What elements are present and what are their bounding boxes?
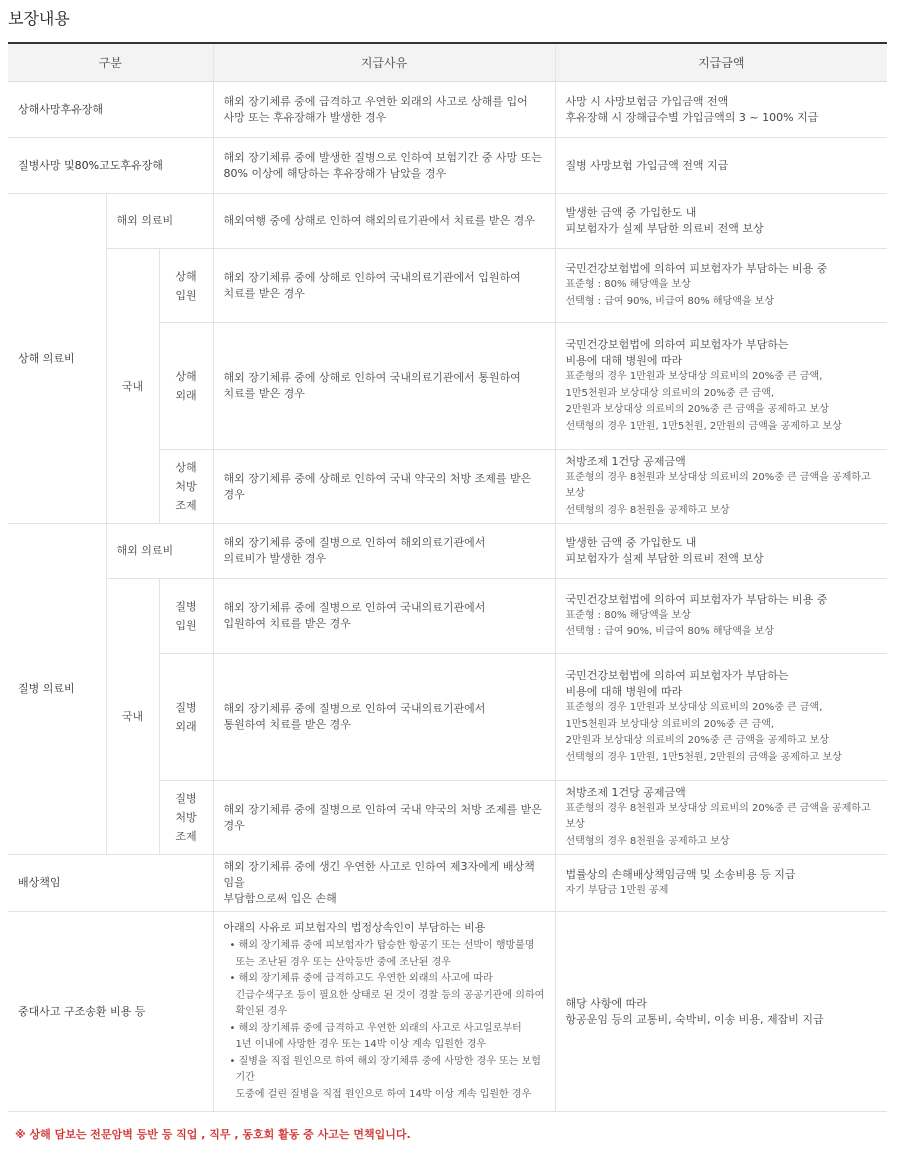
header-amount: 지급금액 xyxy=(555,43,887,82)
amount-cell: 처방조제 1건당 공제금액 표준형의 경우 8천원과 보상대상 의료비의 20%중 큰 금액을 공제하고 보상 선택형의 경우 8천원을 공제하고 보상 xyxy=(555,450,887,524)
item-label-injury-prescription: 상해 처방 조제 xyxy=(159,450,213,524)
reason-cell: 해외여행 중에 상해로 인하여 해외의료기관에서 치료를 받은 경우 xyxy=(213,194,555,249)
amount-cell: 사망 시 사망보험금 가입금액 전액 후유장해 시 장해급수별 가입금액의 3 ~ 100% 지급 xyxy=(555,82,887,138)
amount-cell: 국민건강보험법에 의하여 피보험자가 부담하는 비용 중 표준형 : 80% 해당액을 보상 선택형 : 급여 90%, 비급여 80% 해당액을 보상 xyxy=(555,249,887,323)
row-label-rescue: 중대사고 구조송환 비용 등 xyxy=(8,912,213,1112)
sub-label-overseas: 해외 의료비 xyxy=(106,194,213,249)
item-label-disease-prescription: 질병 처방 조제 xyxy=(159,781,213,855)
reason-cell: 해외 장기체류 중에 질병으로 인하여 국내 약국의 처방 조제를 받은 경우 xyxy=(213,781,555,855)
amount-cell: 국민건강보험법에 의하여 피보험자가 부담하는 비용에 대해 병원에 따라 표준형의 경우 1만원과 보상대상 의료비의 20%중 큰 금액, 1만5천원과 보상대상 의료비의 20%중 큰 금액, 2만원과 보상대상 의료비의 20%중 큰 금액을 공제하고 보상 선택형의 경우 1만원, 1만5천원, 2만원의 금액을 공제하고 보상 xyxy=(555,654,887,781)
item-label-injury-inpatient: 상해 입원 xyxy=(159,249,213,323)
reason-cell: 해외 장기체류 중에 발생한 질병으로 인하여 보험기간 중 사망 또는 80% 이상에 해당하는 후유장해가 남았을 경우 xyxy=(213,138,555,194)
amount-cell: 처방조제 1건당 공제금액 표준형의 경우 8천원과 보상대상 의료비의 20%중 큰 금액을 공제하고 보상 선택형의 경우 8천원을 공제하고 보상 xyxy=(555,781,887,855)
item-label-injury-outpatient: 상해 외래 xyxy=(159,323,213,450)
table-row xyxy=(8,194,887,249)
header-category: 구분 xyxy=(8,43,213,82)
reason-cell: 해외 장기체류 중에 상해로 인하여 국내의료기관에서 통원하여 치료를 받은 경우 xyxy=(213,323,555,450)
table-row xyxy=(8,579,887,654)
amount-cell: 국민건강보험법에 의하여 피보험자가 부담하는 비용 중 표준형 : 80% 해당액을 보상 선택형 : 급여 90%, 비급여 80% 해당액을 보상 xyxy=(555,579,887,654)
table-row xyxy=(8,912,887,1112)
reason-cell: 해외 장기체류 중에 질병으로 인하여 국내의료기관에서 통원하여 치료를 받은 경우 xyxy=(213,654,555,781)
table-row xyxy=(8,524,887,579)
table-row xyxy=(8,249,887,323)
amount-cell: 질병 사망보험 가입금액 전액 지급 xyxy=(555,138,887,194)
row-label-disease-death: 질병사망 및80%고도후유장해 xyxy=(8,138,213,194)
reason-cell: 해외 장기체류 중에 급격하고 우연한 외래의 사고로 상해를 입어 사망 또는 후유장해가 발생한 경우 xyxy=(213,82,555,138)
row-label-disease-medical: 질병 의료비 xyxy=(8,524,106,855)
item-label-disease-inpatient: 질병 입원 xyxy=(159,579,213,654)
sub-label-overseas: 해외 의료비 xyxy=(106,524,213,579)
row-label-injury-death: 상해사망후유장해 xyxy=(8,82,213,138)
sub-label-domestic: 국내 xyxy=(106,579,159,855)
reason-cell: 해외 장기체류 중에 질병으로 인하여 국내의료기관에서 입원하여 치료를 받은 경우 xyxy=(213,579,555,654)
table-row xyxy=(8,138,887,194)
reason-cell: 해외 장기체류 중에 상해로 인하여 국내의료기관에서 입원하여 치료를 받은 경우 xyxy=(213,249,555,323)
amount-cell: 발생한 금액 중 가입한도 내 피보험자가 실제 부담한 의료비 전액 보상 xyxy=(555,194,887,249)
sub-label-domestic: 국내 xyxy=(106,249,159,524)
table-header-row xyxy=(8,43,887,82)
amount-cell: 발생한 금액 중 가입한도 내 피보험자가 실제 부담한 의료비 전액 보상 xyxy=(555,524,887,579)
header-reason: 지급사유 xyxy=(213,43,555,82)
row-label-liability: 배상책임 xyxy=(8,855,213,912)
footnote: ※ 상해 담보는 전문암벽 등반 등 직업 , 직무 , 동호회 활동 중 사고는 면책입니다. xyxy=(15,1128,411,1141)
amount-cell: 법률상의 손해배상책임금액 및 소송비용 등 지급 자기 부담금 1만원 공제 xyxy=(555,855,887,912)
reason-cell: 해외 장기체류 중에 생긴 우연한 사고로 인하여 제3자에게 배상책임을 부담함으로써 입은 손해 xyxy=(213,855,555,912)
coverage-table xyxy=(8,42,887,1112)
page-title: 보장내용 xyxy=(8,9,70,28)
amount-cell: 해당 사항에 따라 항공운임 등의 교통비, 숙박비, 이송 비용, 제잡비 지급 xyxy=(555,912,887,1112)
reason-cell: 해외 장기체류 중에 상해로 인하여 국내 약국의 처방 조제를 받은 경우 xyxy=(213,450,555,524)
table-row xyxy=(8,82,887,138)
row-label-injury-medical: 상해 의료비 xyxy=(8,194,106,524)
amount-cell: 국민건강보험법에 의하여 피보험자가 부담하는 비용에 대해 병원에 따라 표준형의 경우 1만원과 보상대상 의료비의 20%중 큰 금액, 1만5천원과 보상대상 의료비의 20%중 큰 금액, 2만원과 보상대상 의료비의 20%중 큰 금액을 공제하고 보상 선택형의 경우 1만원, 1만5천원, 2만원의 금액을 공제하고 보상 xyxy=(555,323,887,450)
item-label-disease-outpatient: 질병 외래 xyxy=(159,654,213,781)
reason-cell: 아래의 사유로 피보험자의 법정상속인이 부담하는 비용 • 해외 장기체류 중에 피보험자가 탑승한 항공기 또는 선박이 행방불명 또는 조난된 경우 또는 산악등반 중에 조난된 경우 • 해외 장기체류 중에 급격하고도 우연한 외래의 사고에 따라 긴급수색구조 등이 필요한 상태로 된 것이 경찰 등의 공공기관에 의하여 확인된 경우 • 해외 장기체류 중에 급격하고 우연한 외래의 사고로 사고일로부터 1년 이내에 사망한 경우 또는 14박 이상 계속 입원한 경우 • 질병을 직접 원인으로 하여 해외 장기체류 중에 사망한 경우 또는 보험기간 도중에 걸린 질병을 직접 원인으로 하여 14박 이상 계속 입원한 경우 xyxy=(213,912,555,1112)
table-row xyxy=(8,855,887,912)
reason-cell: 해외 장기체류 중에 질병으로 인하여 해외의료기관에서 의료비가 발생한 경우 xyxy=(213,524,555,579)
